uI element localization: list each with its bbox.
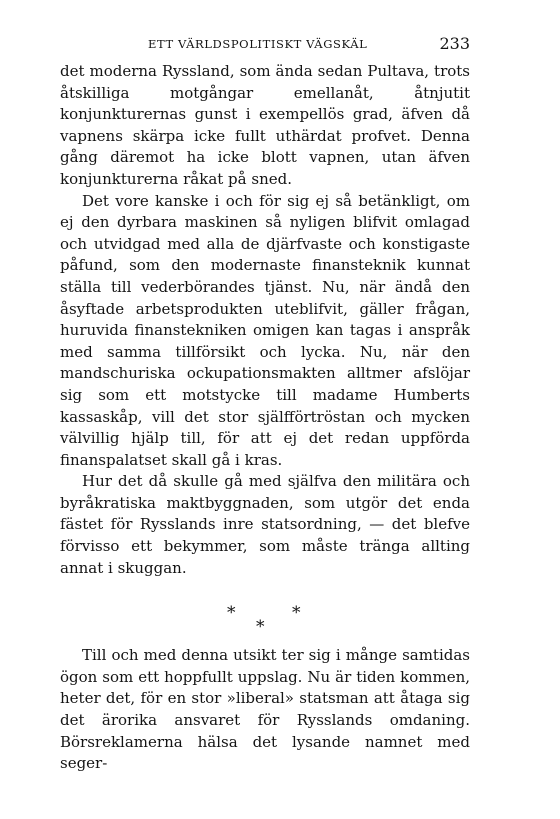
paragraph: det moderna Ryssland, som ända sedan Pultava, trots åtskilliga motgångar emellanåt, åtnjutit konjunkturernas gunst i exempellös grad, äfven då vapnens skärpa icke fullt uthärdat profvet. Denna gång däremot ha icke blott vapnen, utan äfven konjunkturerna råkat på sned. (60, 62, 470, 188)
paragraph: Till och med denna utsikt ter sig i månge samtidas ögon som ett hoppfullt uppslag. Nu är tiden kommen, heter det, för en stor »liberal» statsman att åtaga sig det ärorika ansvaret för Rysslands omdaning. Börsreklamerna hälsa det lysande namnet med seger- (60, 646, 470, 773)
paragraph: Hur det då skulle gå med själfva den militära och byråkratiska maktbyggnaden, som utgör det enda fästet för Rysslands inre statsordning, — det blefve förvisso ett bekymmer, som måste tränga allting annat i skuggan. (60, 472, 470, 577)
page-number: 233 (439, 34, 470, 53)
asterisk: * (256, 617, 265, 638)
running-title: ETT VÄRLDSPOLITISKT VÄGSKÄL (148, 37, 368, 51)
asterisk: * (292, 603, 301, 624)
asterisk: * (227, 603, 236, 624)
section-separator (60, 579, 470, 645)
page-header (60, 34, 470, 54)
page-body (60, 61, 470, 775)
paragraph: Det vore kanske i och för sig ej så betänkligt, om ej den dyrbara maskinen så nyligen blifvit omlagad och utvidgad med alla de djärfvaste och konstigaste påfund, som den modernaste finansteknik kunnat ställa till vederbörandes tjänst. Nu, när ändå den åsyftade arbetsprodukten uteblifvit, gäller frågan, huruvida finanstekniken omigen kan tagas i anspråk med samma tillförsikt och lycka. Nu, när den mandschuriska ockupationsmakten alltmer afslöjar sig som ett motstycke till madame Humberts kassaskåp, vill det stor själfförtröstan och mycken välvillig hjälp till, för att ej det redan uppförda finanspalatset skall gå i kras. (60, 191, 470, 469)
